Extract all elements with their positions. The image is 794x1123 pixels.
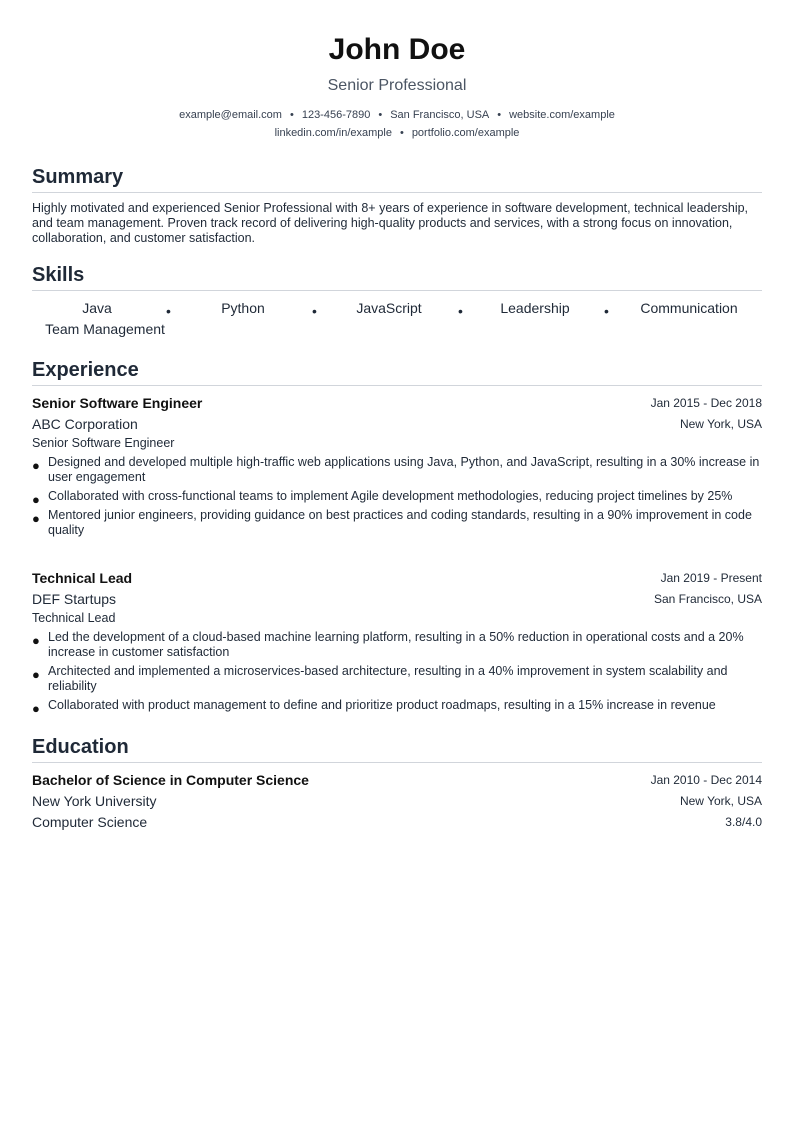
contact-location: San Francisco, USA [390, 109, 490, 121]
skill-item: Communication [640, 300, 738, 316]
bullet-icon: ● [32, 511, 40, 526]
candidate-title: Senior Professional [327, 77, 467, 94]
contact-linkedin[interactable]: linkedin.com/in/example [274, 127, 392, 139]
list-item: ● Designed and developed multiple high-traffic web applications using Java, Python, and JavaScript, resulting in a 30% increase in user engagement [32, 455, 760, 484]
bullet-icon: ● [32, 667, 40, 682]
education-location: New York, USA [679, 794, 762, 808]
contact-portfolio[interactable]: portfolio.com/example [411, 127, 520, 139]
education-heading: Education [32, 734, 762, 763]
education-field: Computer Science [32, 814, 148, 830]
education-school-row [32, 792, 762, 812]
separator-dot: • [312, 303, 317, 319]
skill-item: Team Management [45, 321, 165, 337]
separator-dot: • [604, 303, 609, 319]
job-dates: Jan 2019 - Present [660, 571, 762, 585]
separator-dot: • [166, 303, 171, 319]
skills-heading: Skills [32, 262, 762, 291]
education-field-row [32, 813, 762, 833]
job-role: Senior Software Engineer [32, 436, 175, 450]
education-gpa: 3.8/4.0 [725, 815, 762, 829]
job-company: DEF Startups [32, 591, 117, 607]
job-location: New York, USA [679, 417, 762, 431]
education-header [32, 771, 762, 791]
job-bullets [32, 630, 762, 717]
job-header [32, 394, 762, 414]
experience-heading: Experience [32, 357, 762, 386]
bullet-icon: ● [32, 458, 40, 473]
job-company-row [32, 590, 762, 610]
bullet-icon: ● [32, 492, 40, 507]
list-item: ● Architected and implemented a microservices-based architecture, resulting in a 40% improvement in system scalability and reliability [32, 664, 728, 693]
list-item: ● Collaborated with product management to define and prioritize product roadmaps, resulting in a 15% increase in revenue [32, 698, 716, 716]
summary-heading: Summary [32, 164, 762, 193]
contact-website[interactable]: website.com/example [509, 109, 615, 121]
contact-line-2 [0, 126, 794, 140]
job-dates: Jan 2015 - Dec 2018 [650, 396, 762, 410]
job-role: Technical Lead [32, 611, 116, 625]
list-item: ● Led the development of a cloud-based machine learning platform, resulting in a 50% reduction in operational costs and a 20% increase in customer satisfaction [32, 630, 744, 659]
list-item: ● Mentored junior engineers, providing guidance on best practices and coding standards, resulting in a 90% improvement in code quality [32, 508, 752, 537]
job-location: San Francisco, USA [653, 592, 762, 606]
education-dates: Jan 2010 - Dec 2014 [650, 773, 762, 787]
education-school: New York University [32, 793, 157, 809]
separator-dot: • [289, 109, 294, 121]
job-company-row [32, 415, 762, 435]
education-degree: Bachelor of Science in Computer Science [32, 772, 309, 788]
list-item: ● Collaborated with cross-functional teams to implement Agile development methodologies, reducing project timelines by 25% [32, 489, 733, 507]
bullet-icon: ● [32, 633, 40, 648]
candidate-name: John Doe [328, 33, 466, 66]
skill-item: JavaScript [356, 300, 422, 316]
skill-item: Leadership [500, 300, 570, 316]
separator-dot: • [399, 127, 404, 139]
separator-dot: • [497, 109, 502, 121]
job-bullets [32, 455, 762, 542]
skill-item: Python [221, 300, 265, 316]
bullet-icon: ● [32, 701, 40, 716]
job-title: Technical Lead [32, 570, 133, 586]
summary-text: Highly motivated and experienced Senior Professional with 8+ years of experience in software development, technical leadership, and team management. Proven track record of delivering high-quality products and services, with a strong focus on innovation, collaboration, and customer satisfaction. [32, 201, 749, 245]
contact-phone[interactable]: 123-456-7890 [301, 109, 371, 121]
skill-item: Java [82, 300, 112, 316]
contact-email[interactable]: example@email.com [179, 109, 282, 121]
separator-dot: • [458, 303, 463, 319]
job-header [32, 569, 762, 589]
separator-dot: • [378, 109, 383, 121]
contact-line-1 [0, 108, 794, 122]
job-company: ABC Corporation [32, 416, 138, 432]
job-title: Senior Software Engineer [32, 395, 203, 411]
